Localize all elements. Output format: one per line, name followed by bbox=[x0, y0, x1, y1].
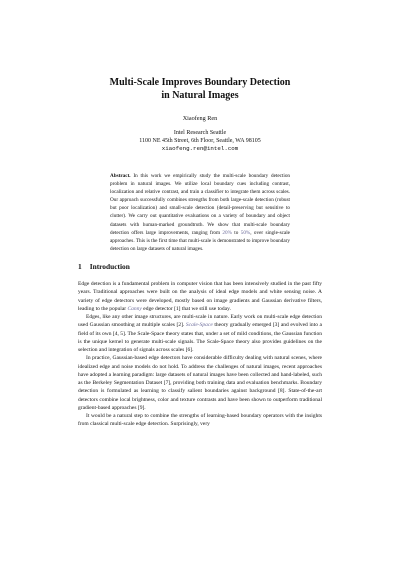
section-heading bbox=[78, 262, 130, 271]
abstract-pct-low: 20% bbox=[222, 229, 232, 236]
abstract-text-a: In this work we empirically study the multi-scale boundary detection problem in natural images. We utilize local boundary cues including contrast, localization and relative contrast, and train a classifier to integrate them across scales. Our approach successfully combines strengths from both large-scale detection (robust but poor localization) and small-scale detection (detail-preserving but sensitive to clutter). We carry out quantitative evaluations on a variety of boundary and object datasets with human-marked groundtruth. We show that multi-scale boundary detection offers large improvements, ranging from bbox=[110, 173, 291, 236]
p2-scale-space: Scale-Space bbox=[185, 322, 213, 329]
abstract-pct-high: 50% bbox=[240, 229, 251, 236]
title-line-2: in Natural Images bbox=[161, 90, 239, 101]
abstract bbox=[110, 172, 290, 253]
body-text bbox=[78, 280, 322, 429]
p1-text-b: edge detector [1] that we still use today. bbox=[141, 305, 231, 312]
p1-text-a: Edge detection is a fundamental problem in computer vision that has been intensively studied in the past fifty years. Traditional approaches were built on the analysis of ideal edge models and white sensing noise. A variety of edge detectors were developed, mostly based on image gradients and Gaussian derivative filters, leading to the popular bbox=[78, 281, 322, 312]
abstract-text-b: to bbox=[231, 229, 241, 236]
paragraph-1 bbox=[78, 280, 322, 313]
p1-canny: Canny bbox=[127, 305, 142, 312]
affiliation-line-1: Intel Research Seattle bbox=[173, 130, 227, 136]
author-name: Xiaofeng Ren bbox=[182, 115, 218, 122]
p2-text-a: Edges, like any other image structures, are multi-scale in nature. Early work on multi-scale edge detection used Gaussian smoothing at multiple scales [2]. bbox=[78, 314, 322, 329]
paper-title bbox=[0, 76, 400, 102]
section-number: 1 bbox=[78, 262, 82, 271]
paragraph-2 bbox=[78, 313, 322, 354]
p2-text-b: theory gradually emerged [3] and evolved into a field of its own [4, 5]. The Scale-Space theory states that, under a set of mild conditions, the Gaussian function is the unique kernel to generate multi-scale signals. The Scale-Space theory also provides guidelines on the selection and integration of signals across scales [6]. bbox=[78, 322, 322, 353]
title-line-1: Multi-Scale Improves Boundary Detection bbox=[109, 77, 291, 88]
abstract-label: Abstract. bbox=[110, 173, 131, 179]
affiliation-line-2: 1100 NE 45th Street, 6th Floor, Seattle, WA 98105 bbox=[139, 137, 261, 144]
abstract-text-c: , over single-scale approaches. This is the first time that multi-scale is demonstrated to improve boundary detection on large datasets of natural images. bbox=[110, 229, 290, 252]
section-title: Introduction bbox=[89, 262, 130, 271]
author-email: xiaofeng.ren@intel.com bbox=[161, 145, 239, 152]
paragraph-3: In practice, Gaussian-based edge detectors have considerable difficulty dealing with natural scenes, where idealized edge and noise models do not hold. To address the challenges of natural images, recent approaches have adopted a learning paradigm: large datasets of natural images have been collected and hand-labeled, such as the Berkeley Segmentation Dataset [7], providing both training data and evaluation benchmarks. Boundary detection is formulated as learning to classify salient boundaries against background [8]. State-of-the-art detectors combine local brightness, color and texture contrasts and have been shown to outperform traditional gradient-based approaches [9]. bbox=[78, 355, 322, 411]
paragraph-4: It would be a natural step to combine the strengths of learning-based boundary operators with the insights from classical multi-scale edge detection. Surprisingly, very bbox=[78, 413, 322, 428]
affiliation bbox=[0, 130, 400, 153]
